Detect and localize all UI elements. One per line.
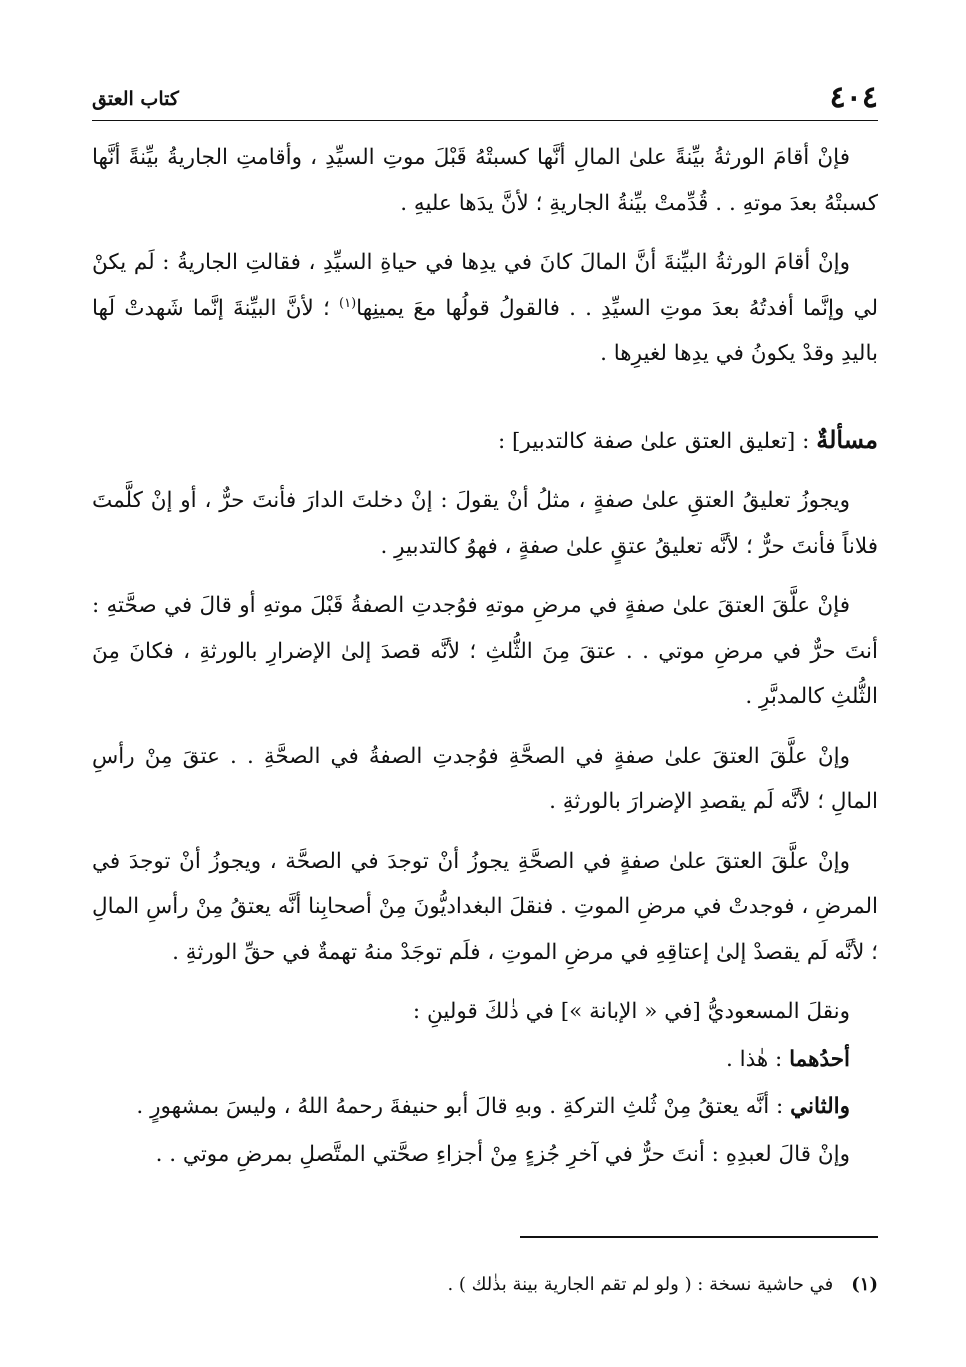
footnote [92, 1270, 878, 1300]
paragraph-3: ويجوزُ تعليقُ العتقِ علىٰ صفةٍ ، مثلُ أنْ يقولَ : إنْ دخلتَ الدارَ فأنتَ حرٌّ ، أو إنْ كلَّمتَ فلاناً فأنتَ حرٌّ ؛ لأنَّه تعليقُ عتقٍ علىٰ صفةٍ ، فهوُ كالتدبيرِ . [92, 488, 878, 559]
first-opinion-label: أحدُهما [789, 1046, 850, 1072]
paragraph-2 [92, 240, 878, 377]
second-opinion-label: والثاني [790, 1094, 850, 1119]
paragraph-1: فإنْ أقامَ الورثةُ بيِّنةً علىٰ المالِ أنَّها كسبتْهُ قَبْلَ موتِ السيِّدِ ، وأقامتِ الجاريةُ بيِّنةً أنَّها كسبتْهُ بعدَ موتهِ . . قُدِّمتْ بيِّنةُ الجاريةِ ؛ لأنَّ يدَها عليهِ . [92, 145, 878, 216]
masala-heading [92, 417, 878, 465]
paragraph-7: ونقلَ المسعوديُّ [في « الإبانة »] في ذٰلكَ قولينِ : [412, 999, 850, 1024]
paragraph-9 [92, 1084, 878, 1130]
body-text [92, 135, 878, 1191]
paragraph-2-before: وإنْ أقامَ الورثةُ البيِّنةَ أنَّ المالَ كانَ في يدِها في حياةِ السيِّدِ ، فقالتِ الجاريةُ : لَم يكنْ لي وإنَّما أفدتُهُ بعدَ موتِ السيِّدِ . . فالقولُ قولُها معَ يمينِها [92, 250, 878, 321]
second-opinion-text: : أنَّه يعتقُ مِنْ ثُلثِ التركةِ . وبهِ قالَ أبو حنيفةَ رحمهُ اللهُ ، وليسَ بمشهورٍ . [136, 1094, 791, 1119]
running-title: كتاب العتق [92, 88, 179, 110]
masala-title: : [تعليق العتق علىٰ صفة كالتدبير] : [497, 428, 817, 454]
page-number: ٤٠٤ [829, 80, 878, 115]
first-opinion-text: : هٰذا . [725, 1046, 790, 1072]
paragraph-4: فإنْ علَّقَ العتقَ علىٰ صفةٍ في مرضِ موتهِ فوُجدتِ الصفةُ قَبْلَ موتهِ أو قالَ في صحَّتهِ : أنتَ حرٌّ في مرضِ موتي . . عتقَ مِنَ الثُّلثِ ؛ لأنَّه قصدَ إلىٰ الإضرارِ بالورثةِ ، فكانَ مِنَ الثُّلثِ كالمدبَّرِ . [92, 593, 878, 709]
masala-label: مسألةٌ [816, 424, 878, 454]
paragraph-10: وإنْ قالَ لعبدِهِ : أنتَ حرٌّ في آخرِ جُزءٍ مِنْ أجزاءِ صحَّتي المتَّصلِ بمرضِ موتي . . [155, 1141, 850, 1167]
page-header [92, 78, 878, 118]
paragraph-2-after: ؛ لأنَّ البيِّنةَ إنَّما شَهدتْ لَها باليدِ وقدْ يكونُ في يدِها لغيرِها . [92, 295, 878, 366]
footnote-rule [520, 1236, 878, 1238]
footnote-text: في حاشية نسخة : ( ولو لم تقم الجارية بينة بذٰلك ) . [447, 1274, 834, 1295]
paragraph-5: وإنْ علَّقَ العتقَ علىٰ صفةٍ في الصحَّةِ فوُجدتِ الصفةُ في الصحَّةِ . . عتقَ مِنْ رأسِ المالِ ؛ لأنَّه لَم يقصدِ الإضرارَ بالورثةِ . [92, 743, 878, 814]
paragraph-6: وإنْ علَّقَ العتقَ علىٰ صفةٍ في الصحَّةِ يجوزُ أنْ توجدَ في الصحَّة ، ويجوزُ أنْ توجدَ في المرضِ ، فوجدتْ في مرضِ الموتِ . فنقلَ البغداديُّونَ مِنْ أصحابِنا أنَّه يعتقُ مِنْ رأسِ المالِ ؛ لأنَّه لَم يقصدْ إلىٰ إعتاقِهِ في مرضِ الموتِ ، فلَم توجَدْ منهُ تهمةٌ في حقِّ الورثةِ . [92, 848, 878, 965]
footnote-reference: (١) [339, 295, 357, 311]
header-rule [92, 120, 878, 121]
paragraph-8 [92, 1037, 878, 1083]
footnote-marker: (١) [851, 1274, 878, 1295]
